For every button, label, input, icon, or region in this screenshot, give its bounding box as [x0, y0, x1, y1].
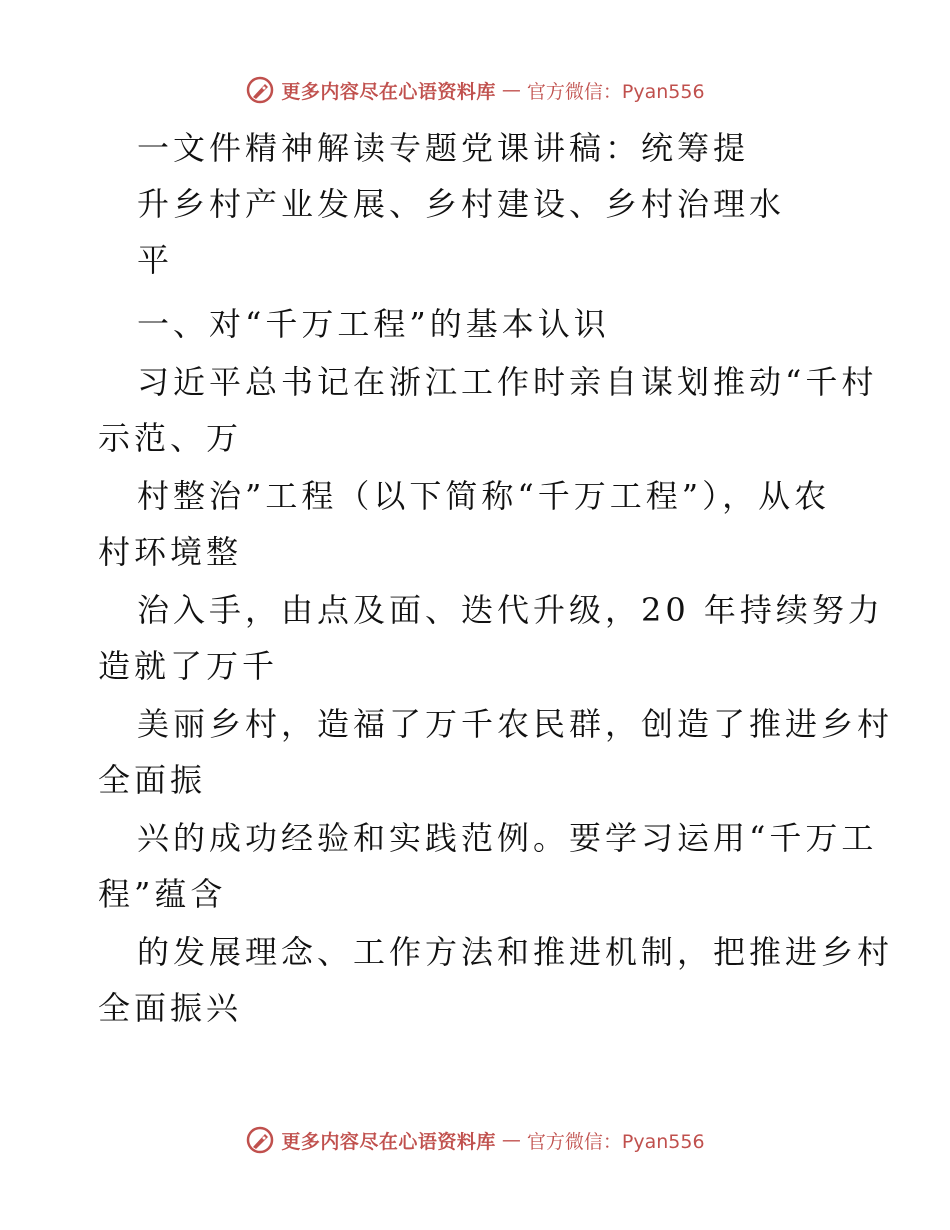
pen-nib-circle-icon — [245, 75, 275, 105]
text-line: 全面振兴 — [98, 989, 243, 1027]
text-line: 示范、万 — [98, 419, 243, 457]
watermark-site-text: 更多内容尽在心语资料库 — [281, 80, 496, 103]
watermark-dash: — — [501, 79, 521, 101]
watermark-wechat-text: 官方微信：Pyan556 — [526, 1130, 705, 1153]
text-line: 习近平总书记在浙江工作时亲自谋划推动“千村 — [137, 363, 878, 401]
text-line: 的发展理念、工作方法和推进机制，把推进乡村 — [137, 933, 894, 971]
text-line: 村环境整 — [98, 533, 243, 571]
text-line: 治入手，由点及面、迭代升级，20 年持续努力 — [137, 591, 884, 629]
text-line: 程”蕴含 — [98, 875, 227, 913]
text-line: 一文件精神解读专题党课讲稿：统筹提 — [137, 129, 750, 167]
watermark-site-text: 更多内容尽在心语资料库 — [281, 1130, 496, 1153]
text-line: 全面振 — [98, 761, 207, 799]
footer-watermark — [0, 1120, 950, 1160]
section-heading: 一、对“千万工程”的基本认识 — [137, 305, 610, 343]
watermark-dash: — — [501, 1129, 521, 1151]
text-line: 平 — [137, 241, 174, 279]
text-line: 造就了万千 — [98, 647, 279, 685]
text-line: 美丽乡村，造福了万千农民群，创造了推进乡村 — [137, 705, 894, 743]
watermark-wechat-text: 官方微信：Pyan556 — [526, 80, 705, 103]
text-line: 升乡村产业发展、乡村建设、乡村治理水 — [137, 185, 786, 223]
pen-nib-circle-icon — [245, 1125, 275, 1155]
text-line: 兴的成功经验和实践范例。要学习运用“千万工 — [137, 819, 878, 857]
header-watermark — [0, 70, 950, 110]
text-line: 村整治”工程（以下简称“千万工程”），从农 — [137, 477, 831, 515]
